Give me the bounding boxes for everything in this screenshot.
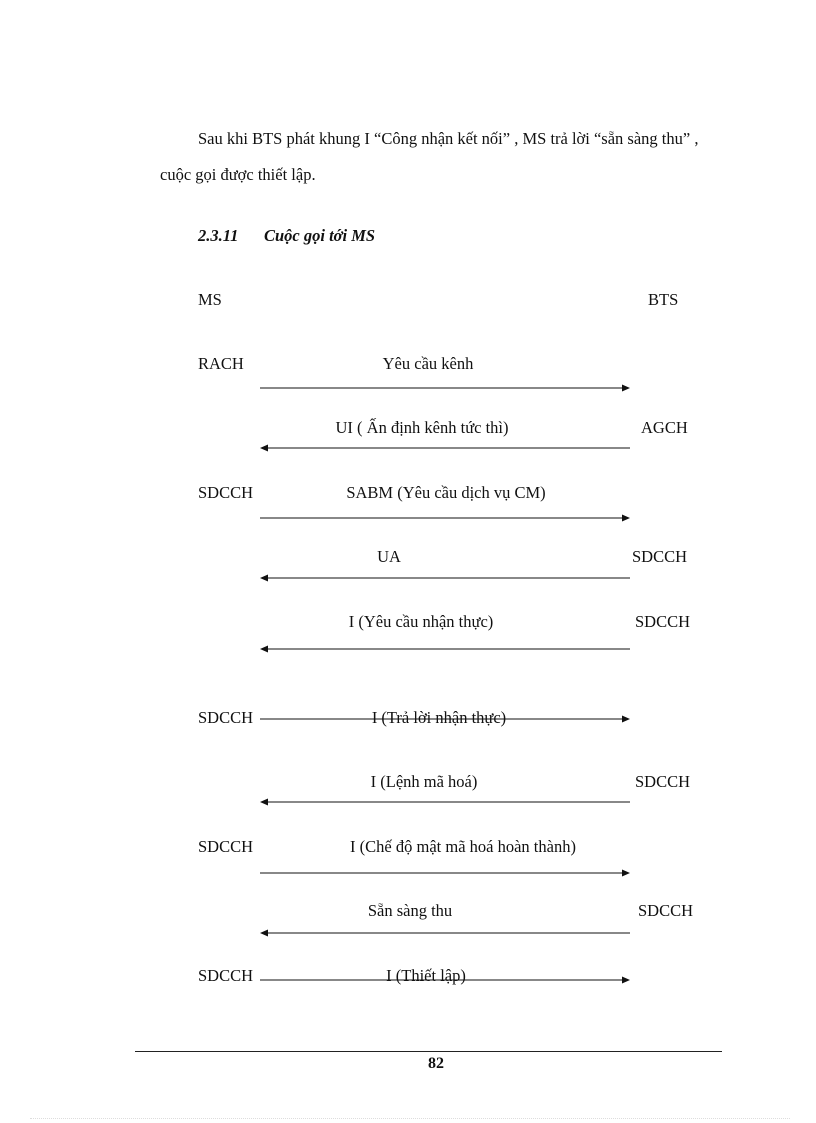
- arrow-left: [260, 443, 630, 453]
- section-title: Cuộc gọi tới MS: [264, 226, 376, 245]
- footer-rule: [135, 1051, 722, 1052]
- arrow-right: [260, 513, 630, 523]
- message-label: I (Trả lời nhận thực): [371, 708, 507, 727]
- message-label: I (Thiết lập): [386, 966, 466, 985]
- message-label: I (Yêu cầu nhận thực): [348, 612, 494, 631]
- arrow-left: [260, 928, 630, 938]
- section-number: 2.3.11: [198, 226, 239, 245]
- message-label: UI ( Ấn định kênh tức thì): [335, 418, 509, 437]
- right-channel-label: AGCH: [641, 418, 688, 437]
- page-number: 82: [428, 1055, 444, 1072]
- column-label-bts: BTS: [648, 290, 679, 309]
- arrow-left: [260, 797, 630, 807]
- arrow-left: [260, 573, 630, 583]
- left-channel-label: SDCCH: [198, 966, 254, 985]
- message-label: UA: [377, 547, 401, 566]
- message-label: Yêu cầu kênh: [382, 354, 474, 373]
- left-channel-label: SDCCH: [198, 708, 254, 727]
- message-label: I (Lệnh mã hoá): [370, 772, 478, 791]
- arrow-right: [260, 714, 630, 724]
- right-channel-label: SDCCH: [635, 772, 691, 791]
- arrow-left: [260, 644, 630, 654]
- message-label: SABM (Yêu cầu dịch vụ CM): [346, 483, 546, 502]
- section-heading: [198, 226, 375, 246]
- body-paragraph: [160, 121, 720, 193]
- right-channel-label: SDCCH: [635, 612, 691, 631]
- message-label: Sẵn sàng thu: [367, 901, 453, 920]
- left-channel-label: SDCCH: [198, 837, 254, 856]
- left-channel-label: SDCCH: [198, 483, 254, 502]
- arrow-right: [260, 975, 630, 985]
- right-channel-label: SDCCH: [632, 547, 688, 566]
- right-channel-label: SDCCH: [638, 901, 694, 920]
- page-bottom-edge: [30, 1118, 790, 1119]
- left-channel-label: RACH: [198, 354, 244, 373]
- arrow-right: [260, 383, 630, 393]
- column-label-ms: MS: [198, 290, 222, 309]
- paragraph-text: Sau khi BTS phát khung I “Công nhận kết nối” , MS trả lời “sẵn sàng thu” , cuộc gọi được thiết lập.: [160, 129, 699, 184]
- message-label: I (Chế độ mật mã hoá hoàn thành): [350, 837, 576, 856]
- arrow-right: [260, 868, 630, 878]
